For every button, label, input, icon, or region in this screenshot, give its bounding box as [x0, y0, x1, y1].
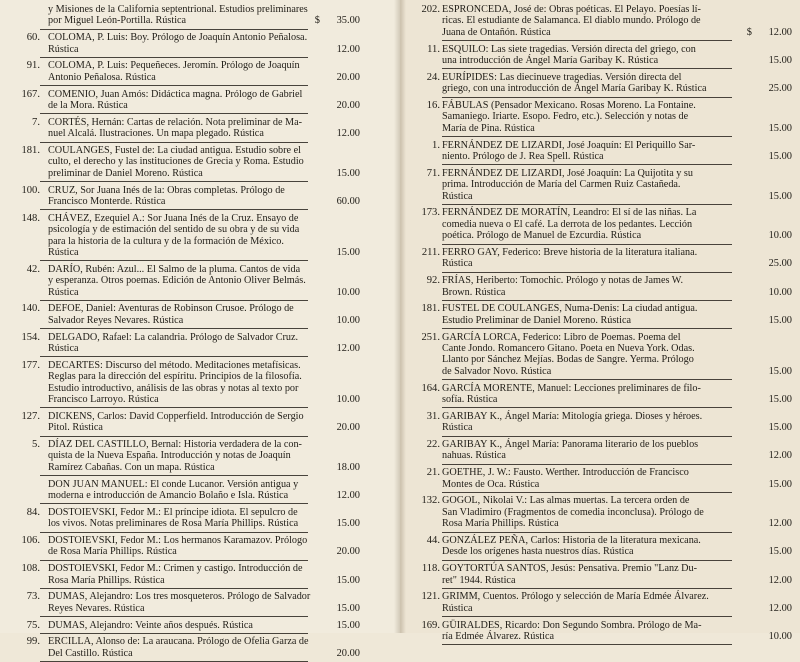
- entry-price: 10.00: [336, 393, 360, 405]
- entry-text-line: para la historia de la cultura y de la formación de México.: [48, 235, 284, 247]
- entry-number: 5.: [32, 439, 40, 450]
- catalog-entry: [408, 467, 792, 490]
- catalog-entry: [408, 4, 792, 38]
- entry-text-line: San Vladimiro (Fragmentos de comedia inconclusa). Prólogo de: [442, 506, 704, 518]
- entry-text-line: Pitol. Rústica: [48, 422, 103, 434]
- entry-text-line: Salvador Reyes Nevares. Rústica: [48, 314, 184, 326]
- entry-price: 15.00: [336, 602, 360, 614]
- entry-divider: [442, 492, 732, 493]
- entry-text-line: Desde los orígenes hasta nuestros días. Rústica: [442, 546, 634, 558]
- catalog-entry: [8, 332, 360, 355]
- entry-divider: [442, 379, 732, 380]
- entry-text-line: griego, con una introducción de Ángel María Garibay K. Rústica: [442, 83, 707, 95]
- entry-number: 181.: [421, 303, 440, 315]
- catalog-entry: [408, 140, 792, 163]
- catalog-entry: [408, 275, 792, 298]
- entry-divider: [40, 209, 308, 210]
- entry-text-line: EURÍPIDES: Las diecinueve tragedias. Versión directa del: [442, 71, 682, 83]
- catalog-entry: [408, 383, 792, 406]
- entry-text-line: moderna e introducción de Amancio Bolaño e Isla. Rústica: [48, 489, 289, 501]
- entry-text-line: ESQUILO: Las siete tragedias. Versión directa del griego, con: [442, 43, 696, 55]
- entry-divider: [40, 328, 308, 329]
- entry-divider: [442, 644, 732, 645]
- entry-divider: [40, 407, 308, 408]
- entry-number: 42.: [26, 263, 40, 275]
- entry-number: 132.: [421, 495, 440, 507]
- entry-number: 71.: [426, 167, 440, 179]
- entry-divider: [40, 633, 308, 634]
- entry-number: 44.: [426, 535, 440, 546]
- entry-number: 169.: [421, 619, 440, 631]
- entry-divider: [442, 164, 732, 165]
- entry-divider: [442, 436, 732, 437]
- entry-number: 181.: [21, 145, 40, 156]
- entry-price: 35.00: [336, 15, 360, 27]
- entry-number: 31.: [426, 410, 440, 422]
- catalog-entry: [8, 4, 360, 27]
- entry-text-line: GARIBAY K., Ángel María: Mitología griega. Dioses y héroes.: [442, 410, 703, 422]
- entry-text-line: ret" 1944. Rústica: [442, 574, 516, 586]
- entry-price: 25.00: [768, 83, 792, 95]
- entry-text-line: FERNÁNDEZ DE LIZARDI, José Joaquín: La Quijotita y su: [442, 167, 693, 179]
- book-gutter: [394, 0, 406, 633]
- entry-divider: [40, 142, 308, 143]
- entry-text-line: ESPRONCEDA, José de: Obras poéticas. El Pelayo. Poesías lí-: [442, 4, 701, 15]
- catalog-entry: [408, 207, 792, 241]
- entry-price: 15.00: [336, 167, 360, 179]
- entry-number: 106.: [21, 535, 40, 546]
- entry-number: 92.: [426, 275, 440, 287]
- catalog-entry: [8, 303, 360, 326]
- entry-price: 20.00: [336, 99, 360, 111]
- entry-divider: [442, 300, 732, 301]
- entry-price: 15.00: [336, 246, 360, 258]
- entry-text-line: y Misiones de la California septentrional. Estudios preliminares: [48, 4, 308, 15]
- entry-price: 12.00: [768, 26, 792, 38]
- entry-divider: [40, 260, 308, 261]
- entry-price: 18.00: [336, 461, 360, 473]
- entry-text-line: COLOMA, P. Luis: Pequeñeces. Jeromín. Prólogo de Joaquín: [48, 60, 300, 72]
- entry-divider: [40, 29, 308, 30]
- entry-text-line: Rústica: [442, 422, 473, 434]
- entry-text-line: Del Castillo. Rústica: [48, 647, 133, 659]
- entry-divider: [40, 85, 308, 86]
- entry-number: 99.: [26, 636, 40, 648]
- entry-number: 127.: [21, 410, 40, 422]
- entry-price: 15.00: [336, 518, 360, 530]
- entry-number: 108.: [21, 563, 40, 575]
- catalog-entry: [8, 507, 360, 530]
- entry-text-line: Estudio Preliminar de Daniel Moreno. Rústica: [442, 314, 631, 326]
- entry-text-line: Ramírez Cabañas. Con un mapa. Rústica: [48, 461, 215, 473]
- entry-divider: [40, 475, 308, 476]
- entry-text-line: FERRO GAY, Federico: Breve historia de la literatura italiana.: [442, 247, 698, 258]
- entry-price: 10.00: [768, 286, 792, 298]
- entry-text-line: sofía. Rústica: [442, 393, 498, 405]
- entry-price: 20.00: [336, 647, 360, 659]
- entry-price: 15.00: [768, 314, 792, 326]
- entry-text-line: GARCÍA MORENTE, Manuel: Lecciones preliminares de filo-: [442, 382, 701, 394]
- entry-divider: [40, 503, 308, 504]
- entry-text-line: Rústica: [442, 602, 473, 614]
- entry-price: 10.00: [768, 630, 792, 642]
- entry-number: 202.: [421, 4, 440, 15]
- entry-text-line: Cante Jondo. Romancero Gitano. Poeta en Nueva York. Odas.: [442, 342, 695, 354]
- entry-text-line: FERNÁNDEZ DE LIZARDI, José Joaquín: El Periquillo Sar-: [442, 139, 696, 151]
- entry-divider: [442, 40, 732, 41]
- catalog-entry: [8, 60, 360, 83]
- entry-number: 177.: [21, 359, 40, 371]
- entry-text-line: FUSTEL DE COULANGES, Numa-Denis: La ciudad antigua.: [442, 303, 698, 315]
- entry-text-line: GRIMM, Cuentos. Prólogo y selección de María Edmée Álvarez.: [442, 591, 709, 603]
- entry-number: 16.: [426, 100, 440, 111]
- entry-text-line: preliminar de Daniel Moreno. Rústica: [48, 167, 203, 179]
- entry-price: 10.00: [336, 314, 360, 326]
- entry-price: 12.00: [768, 574, 792, 586]
- entry-price: 12.00: [768, 450, 792, 462]
- entry-text-line: DOSTOIEVSKI, Fedor M.: El príncipe idiota. El sepulcro de: [48, 506, 298, 518]
- entry-number: 118.: [421, 563, 440, 575]
- entry-text-line: comedia nueva o El café. La derrota de los pedantes. Lección: [442, 218, 693, 230]
- entry-text-line: DELGADO, Rafael: La calandria. Prólogo de Salvador Cruz.: [48, 331, 299, 343]
- entry-price: 10.00: [768, 230, 792, 242]
- entry-price: 15.00: [768, 54, 792, 66]
- entry-divider: [442, 532, 732, 533]
- entry-number: 1.: [432, 139, 440, 151]
- entry-text-line: y esperanza. Otros poemas. Edición de Antonio Oliver Belmás.: [48, 275, 306, 287]
- entry-divider: [442, 136, 732, 137]
- entry-text-line: nahuas. Rústica: [442, 450, 506, 462]
- entry-divider: [40, 300, 308, 301]
- entry-number: 60.: [26, 32, 40, 44]
- catalog-entry: [408, 72, 792, 95]
- entry-divider: [442, 328, 732, 329]
- entry-text-line: Reglas para la dirección del espíritu. Principios de la filosofía.: [48, 371, 302, 383]
- catalog-entry: [408, 332, 792, 378]
- entry-text-line: de Rosa María Phillips. Rústica: [48, 546, 177, 558]
- entry-text-line: Francisco Monterde. Rústica: [48, 195, 166, 207]
- catalog-entry: [8, 360, 360, 406]
- entry-text-line: Reyes Nevares. Rústica: [48, 602, 145, 614]
- catalog-entry: [408, 44, 792, 67]
- catalog-entry: [408, 591, 792, 614]
- entry-number: 84.: [26, 506, 40, 518]
- left-page: [0, 0, 400, 659]
- catalog-entry: [8, 636, 360, 659]
- entry-text-line: FERNÁNDEZ DE MORATÍN, Leandro: El sí de las niñas. La: [442, 207, 697, 219]
- entry-text-line: DICKENS, Carlos: David Copperfield. Introducción de Sergio: [48, 410, 304, 422]
- entry-text-line: de la Mora. Rústica: [48, 99, 128, 111]
- entry-text-line: DON JUAN MANUEL: El conde Lucanor. Versión antigua y: [48, 478, 299, 490]
- entry-text-line: poética. Prólogo de Manuel de Ezcurdia. Rústica: [442, 230, 642, 242]
- entry-price: 12.00: [336, 128, 360, 140]
- entry-number: 251.: [421, 331, 440, 343]
- entry-divider: [442, 204, 732, 205]
- catalog-entry: [408, 563, 792, 586]
- catalog-entry: [8, 185, 360, 208]
- catalog-entry: [8, 117, 360, 140]
- entry-text-line: Juana de Ontañón. Rústica: [442, 26, 551, 38]
- entry-text-line: Rústica: [48, 43, 79, 55]
- entry-text-line: una introducción de Ángel María Garibay K. Rústica: [442, 54, 659, 66]
- entry-text-line: DOSTOIEVSKI, Fedor M.: Crimen y castigo. Introducción de: [48, 563, 303, 575]
- entry-price: 20.00: [336, 546, 360, 558]
- entry-text-line: COLOMA, P. Luis: Boy. Prólogo de Joaquín Antonio Peñalosa.: [48, 32, 308, 44]
- entry-text-line: por Miguel León-Portilla. Rústica: [48, 15, 187, 27]
- catalog-entry: [8, 479, 360, 502]
- entry-number: 121.: [421, 591, 440, 603]
- entry-text-line: GARCÍA LORCA, Federico: Libro de Poemas. Poema del: [442, 331, 681, 343]
- entry-text-line: Rústica: [48, 286, 79, 298]
- entry-text-line: ricas. El estudiante de Salamanca. El diablo mundo. Prólogo de: [442, 15, 701, 27]
- entry-text-line: Francisco Larroyo. Rústica: [48, 393, 159, 405]
- entry-text-line: FÁBULAS (Pensador Mexicano. Rosas Moreno. La Fontaine.: [442, 100, 696, 111]
- entry-text-line: Samaniego. Iriarte. Esopo. Fedro, etc.). Selección y notas de: [442, 111, 689, 123]
- entry-divider: [40, 588, 308, 589]
- entry-price: 12.00: [336, 489, 360, 501]
- entry-price: 15.00: [768, 478, 792, 490]
- entry-text-line: FRÍAS, Heriberto: Tomochic. Prólogo y notas de James W.: [442, 275, 684, 287]
- entry-text-line: ERCILLA, Alonso de: La araucana. Prólogo de Ofelia Garza de: [48, 636, 309, 648]
- entry-text-line: DECARTES: Discurso del método. Meditaciones metafísicas.: [48, 359, 301, 371]
- entry-text-line: Rosa María Phillips. Rústica: [48, 574, 165, 586]
- entry-number: 21.: [426, 467, 440, 479]
- entry-text-line: COULANGES, Fustel de: La ciudad antigua. Estudio sobre el: [48, 145, 301, 156]
- entry-text-line: los vivos. Notas preliminares de Rosa María Phillips. Rústica: [48, 518, 299, 530]
- entry-text-line: Llanto por Sánchez Mejías. Bodas de Sangre. Yerma. Prólogo: [442, 354, 694, 366]
- catalog-entry: [8, 411, 360, 434]
- entry-text-line: ría Edmée Álvarez. Rústica: [442, 630, 555, 642]
- entry-price: 60.00: [336, 195, 360, 207]
- catalog-entry: [8, 439, 360, 473]
- entry-text-line: Rústica: [48, 246, 79, 258]
- entry-price: 15.00: [768, 122, 792, 134]
- entry-text-line: COMENIO, Juan Amós: Didáctica magna. Prólogo de Gabriel: [48, 88, 303, 100]
- entry-number: 22.: [426, 439, 440, 450]
- entry-divider: [40, 616, 308, 617]
- entry-number: 24.: [426, 71, 440, 83]
- entry-text-line: Antonio Peñalosa. Rústica: [48, 71, 156, 83]
- entry-text-line: Rosa María Phillips. Rústica: [442, 518, 559, 530]
- entry-text-line: CHÁVEZ, Ezequiel A.: Sor Juana Inés de la Cruz. Ensayo de: [48, 212, 299, 224]
- catalog-entry: [408, 168, 792, 202]
- entry-text-line: Rústica: [48, 342, 79, 354]
- catalog-entry: [8, 89, 360, 112]
- entry-text-line: nuel Alcalá. Ilustraciones. Un mapa plegado. Rústica: [48, 128, 264, 140]
- entry-text-line: CORTÉS, Hernán: Cartas de relación. Nota preliminar de Ma-: [48, 116, 302, 128]
- entry-price: 15.00: [768, 365, 792, 377]
- currency-symbol: $: [746, 26, 752, 38]
- entry-divider: [442, 68, 732, 69]
- entry-number: 164.: [421, 382, 440, 394]
- catalog-entry: [8, 145, 360, 179]
- entry-text-line: de Salvador Novo. Rústica: [442, 365, 552, 377]
- entry-number: 91.: [26, 60, 40, 72]
- entry-number: 100.: [21, 184, 40, 196]
- right-page: [400, 0, 800, 642]
- entry-number: 154.: [21, 331, 40, 343]
- catalog-entry: [408, 411, 792, 434]
- entry-text-line: CRUZ, Sor Juana Inés de la: Obras completas. Prólogo de: [48, 184, 285, 196]
- entry-divider: [40, 560, 308, 561]
- catalog-entry: [408, 535, 792, 558]
- entry-text-line: psicología y de estimación del sentido de su obra y de su vida: [48, 224, 300, 236]
- catalog-entry: [408, 495, 792, 529]
- entry-text-line: DEFOE, Daniel: Aventuras de Robinson Crusoe. Prólogo de: [48, 303, 294, 315]
- entry-text-line: GÜIRALDES, Ricardo: Don Segundo Sombra. Prólogo de Ma-: [442, 619, 702, 631]
- catalog-entry: [8, 535, 360, 558]
- entry-number: 75.: [26, 619, 40, 631]
- catalog-entry: [408, 620, 792, 643]
- entry-text-line: Rústica: [442, 190, 473, 202]
- entry-divider: [40, 113, 308, 114]
- entry-text-line: GARIBAY K., Ángel María: Panorama literario de los pueblos: [442, 439, 699, 450]
- entry-text-line: Montes de Oca. Rústica: [442, 478, 540, 490]
- entry-divider: [442, 97, 732, 98]
- entry-divider: [442, 407, 732, 408]
- entry-price: 12.00: [768, 518, 792, 530]
- entry-number: 211.: [421, 247, 440, 258]
- currency-symbol: $: [314, 15, 320, 27]
- entry-text-line: Rústica: [442, 258, 473, 270]
- entry-text-line: María de Pina. Rústica: [442, 122, 535, 134]
- entry-price: 20.00: [336, 71, 360, 83]
- entry-text-line: DOSTOIEVSKI, Fedor M.: Los hermanos Karamazov. Prólogo: [48, 535, 308, 546]
- entry-price: 15.00: [768, 546, 792, 558]
- entry-divider: [40, 57, 308, 58]
- entry-divider: [442, 464, 732, 465]
- entry-divider: [40, 436, 308, 437]
- entry-text-line: niento. Prólogo de J. Rea Spell. Rústica: [442, 150, 604, 162]
- entry-price: 10.00: [336, 286, 360, 298]
- entry-text-line: GOETHE, J. W.: Fausto. Werther. Introducción de Francisco: [442, 467, 689, 479]
- entry-text-line: culto, el derecho y las instituciones de Grecia y Roma. Estudio: [48, 156, 304, 168]
- entry-price: 25.00: [768, 258, 792, 270]
- entry-text-line: Brown. Rústica: [442, 286, 506, 298]
- entry-price: 12.00: [768, 602, 792, 614]
- entry-text-line: prima. Introducción de María del Carmen Ruiz Castañeda.: [442, 179, 681, 191]
- catalog-entry: [408, 439, 792, 462]
- entry-price: 15.00: [768, 422, 792, 434]
- entry-text-line: DUMAS, Alejandro: Los tres mosqueteros. Prólogo de Salvador: [48, 591, 311, 603]
- entry-text-line: DUMAS, Alejandro: Veinte años después. Rústica: [48, 619, 253, 631]
- entry-text-line: GOGOL, Nikolai V.: Las almas muertas. La tercera orden de: [442, 495, 690, 507]
- entry-divider: [442, 588, 732, 589]
- entry-price: 15.00: [768, 190, 792, 202]
- entry-price: 15.00: [768, 150, 792, 162]
- entry-price: 20.00: [336, 422, 360, 434]
- entry-divider: [40, 356, 308, 357]
- entry-text-line: GONZÁLEZ PEÑA, Carlos: Historia de la literatura mexicana.: [442, 535, 701, 546]
- entry-divider: [442, 244, 732, 245]
- catalog-entry: [8, 32, 360, 55]
- entry-number: 173.: [421, 207, 440, 219]
- entry-price: 15.00: [768, 393, 792, 405]
- entry-price: 15.00: [336, 574, 360, 586]
- entry-price: 12.00: [336, 342, 360, 354]
- catalog-entry: [8, 591, 360, 614]
- catalog-entry: [408, 247, 792, 270]
- entry-divider: [442, 272, 732, 273]
- entry-divider: [442, 616, 732, 617]
- entry-number: 167.: [21, 88, 40, 100]
- catalog-entry: [8, 213, 360, 259]
- entry-text-line: DÍAZ DEL CASTILLO, Bernal: Historia verdadera de la con-: [48, 439, 302, 450]
- entry-text-line: Estudio introductivo, análisis de las obras y notas al texto por: [48, 382, 299, 394]
- entry-text-line: quista de la Nueva España. Introducción y notas de Joaquín: [48, 450, 291, 462]
- entry-text-line: DARÍO, Rubén: Azul... El Salmo de la pluma. Cantos de vida: [48, 263, 301, 275]
- entry-divider: [40, 532, 308, 533]
- catalog-entry: [8, 620, 360, 631]
- entry-text-line: GOYTORTÚA SANTOS, Jesús: Pensativa. Premio "Lanz Du-: [442, 563, 698, 575]
- catalog-entry: [8, 264, 360, 298]
- catalog-entry: [408, 100, 792, 134]
- entry-number: 7.: [32, 116, 40, 128]
- catalog-entry: [8, 563, 360, 586]
- entry-number: 140.: [21, 303, 40, 315]
- entry-divider: [40, 181, 308, 182]
- entry-price: 12.00: [336, 43, 360, 55]
- entry-number: 11.: [427, 43, 440, 55]
- entry-number: 148.: [21, 212, 40, 224]
- entry-divider: [442, 560, 732, 561]
- entry-price: 15.00: [336, 619, 360, 631]
- catalog-entry: [408, 303, 792, 326]
- entry-number: 73.: [26, 591, 40, 603]
